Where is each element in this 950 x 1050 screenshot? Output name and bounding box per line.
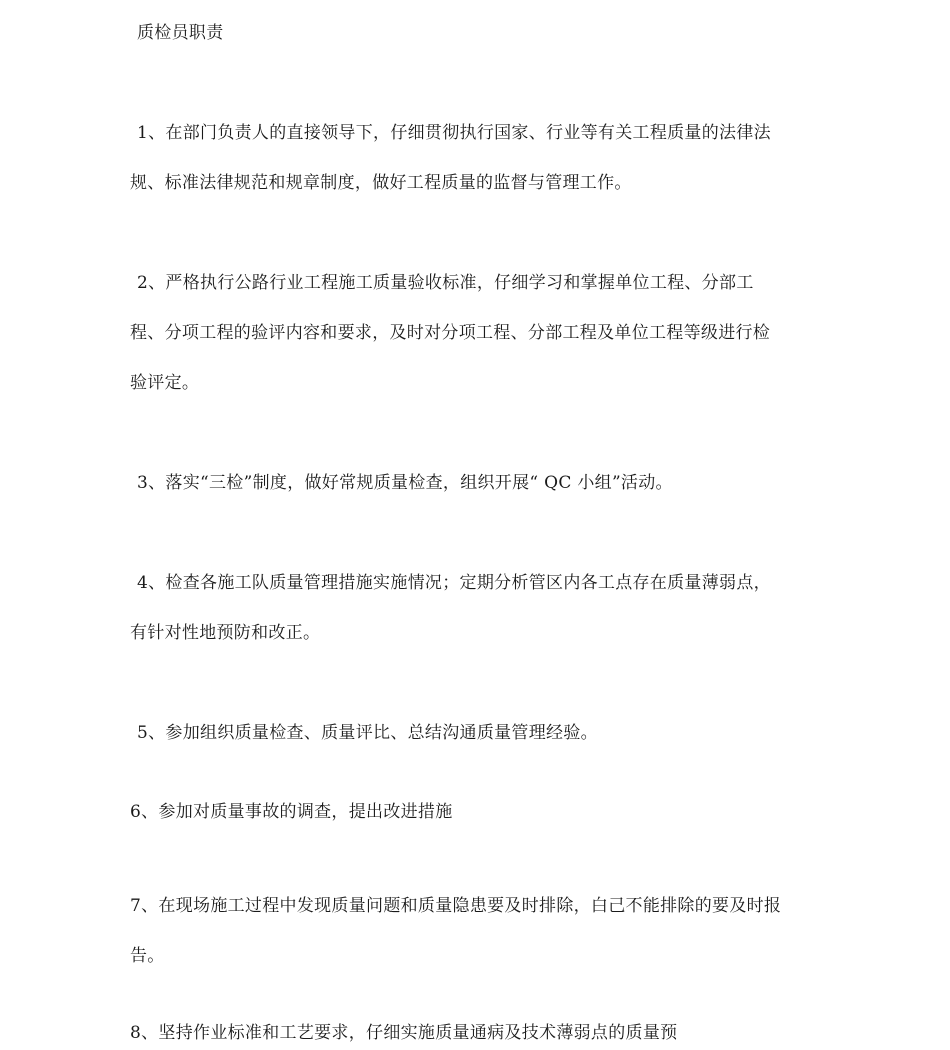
duty-7-line-2: 告。	[130, 946, 165, 966]
duty-2-line-1: 2、严格执行公路行业工程施工质量验收标准，仔细学习和掌握单位工程、分部工	[137, 273, 754, 293]
duty-1-line-1: 1、在部门负责人的直接领导下，仔细贯彻执行国家、行业等有关工程质量的法律法	[137, 123, 771, 143]
duty-4-line-1: 4、检查各施工队质量管理措施实施情况；定期分析管区内各工点存在质量薄弱点，	[137, 573, 771, 593]
duty-2-line-2: 程、分项工程的验评内容和要求，及时对分项工程、分部工程及单位工程等级进行检	[130, 323, 771, 343]
document-title: 质检员职责	[137, 23, 224, 43]
duty-1-line-2: 规、标准法律规范和规章制度，做好工程质量的监督与管理工作。	[130, 173, 632, 193]
duty-4-line-2: 有针对性地预防和改正。	[130, 623, 321, 643]
duty-5-line-1: 5、参加组织质量检查、质量评比、总结沟通质量管理经验。	[137, 723, 598, 743]
duty-3-line-1: 3、落实“三检”制度，做好常规质量检查，组织开展“ QC 小组”活动。	[137, 473, 673, 493]
duty-8-line-1: 8、坚持作业标准和工艺要求，仔细实施质量通病及技术薄弱点的质量预	[130, 1023, 678, 1043]
duty-6-line-1: 6、参加对质量事故的调查，提出改进措施	[130, 802, 453, 822]
duty-7-line-1: 7、在现场施工过程中发现质量问题和质量隐患要及时排除，白己不能排除的要及时报	[130, 896, 782, 916]
duty-2-line-3: 验评定。	[130, 373, 200, 393]
